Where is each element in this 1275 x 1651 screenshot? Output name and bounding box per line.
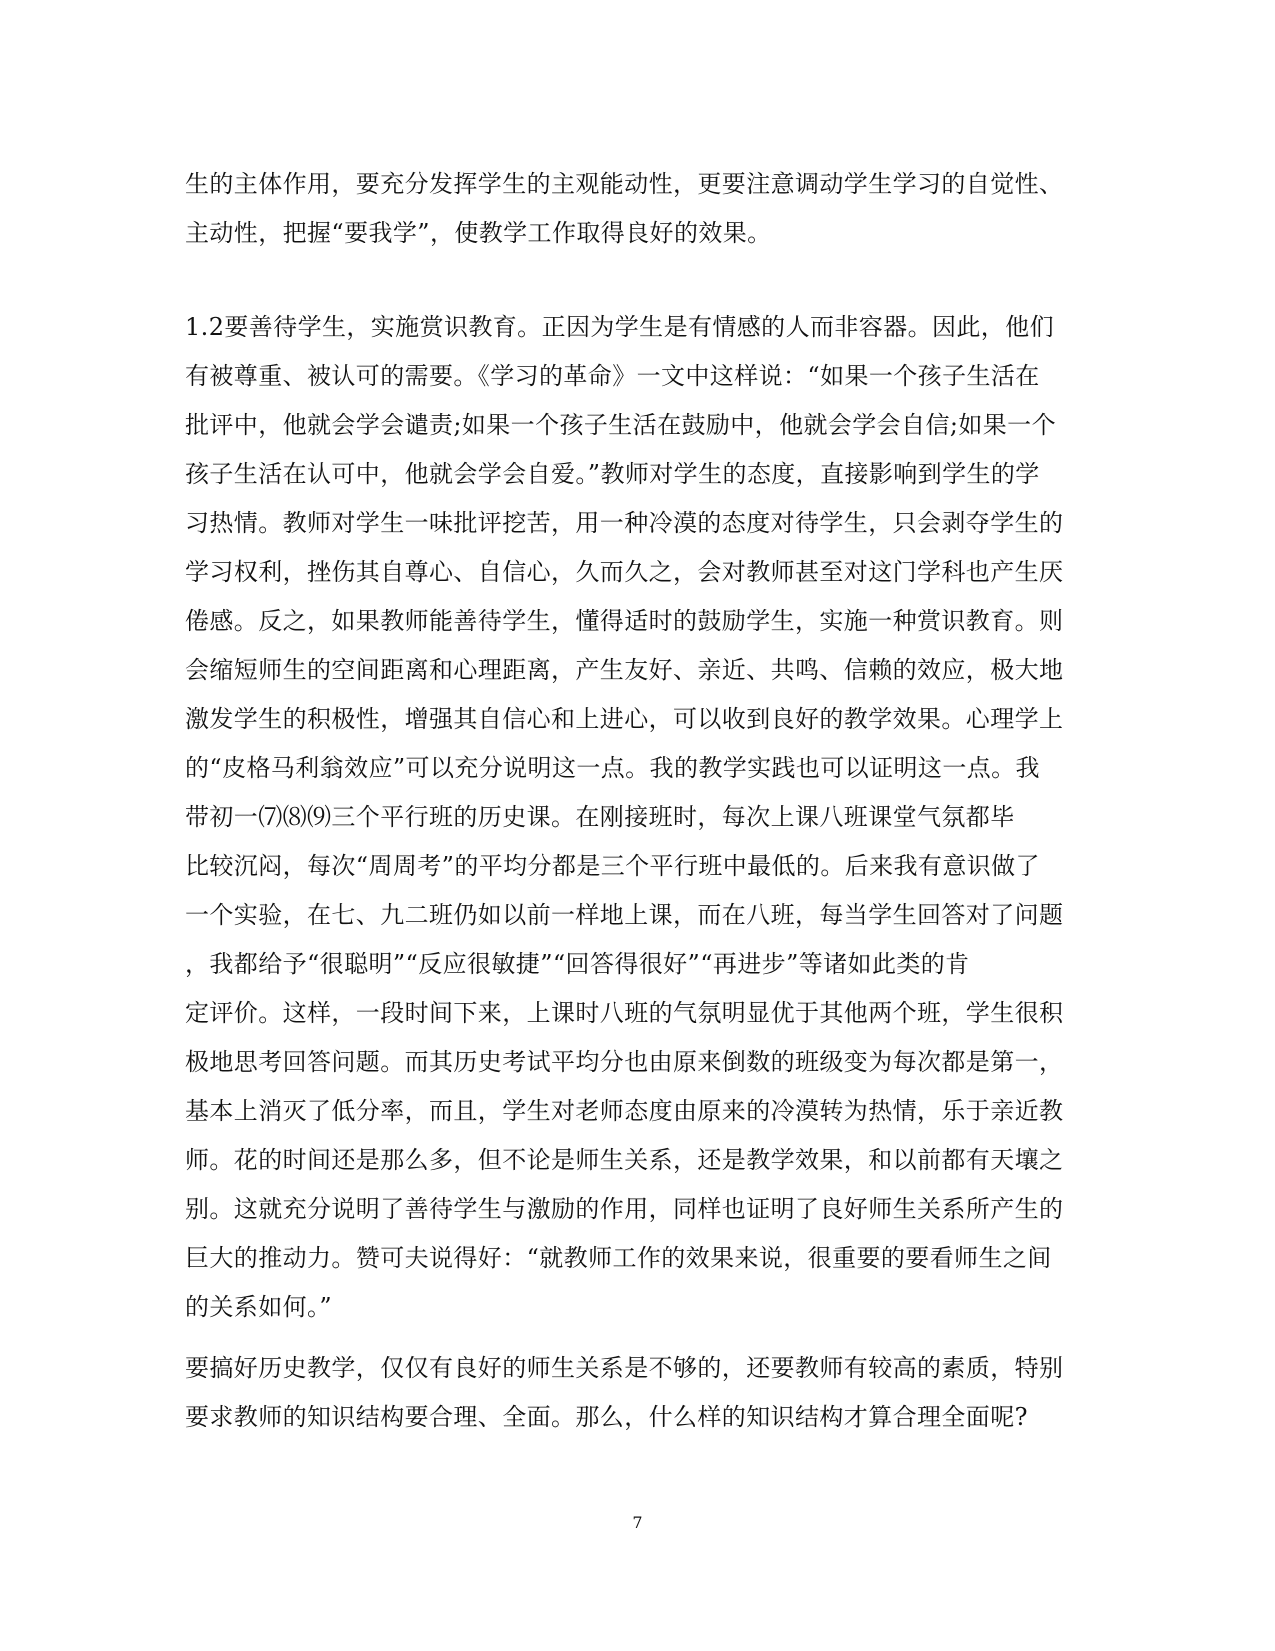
text-line: 习热情。教师对学生一味批评挖苦，用一种冷漠的态度对待学生，只会剥夺学生的: [185, 509, 1064, 537]
page-number: 7: [632, 1513, 643, 1532]
text-line: 批评中，他就会学会谴责;如果一个孩子生活在鼓励中，他就会学会自信;如果一个: [185, 411, 1056, 439]
text-line: 带初一⑺⑻⑼三个平行班的历史课。在刚接班时，每次上课八班课堂气氛都毕: [185, 803, 1015, 831]
text-line: 激发学生的积极性，增强其自信心和上进心，可以收到良好的教学效果。心理学上: [185, 705, 1064, 733]
text-line: 孩子生活在认可中，他就会学会自爱。”教师对学生的态度，直接影响到学生的学: [185, 460, 1040, 488]
text-line: 定评价。这样，一段时间下来，上课时八班的气氛明显优于其他两个班，学生很积: [185, 999, 1064, 1027]
text-line: 的关系如何。”: [185, 1293, 333, 1321]
text-line: 比较沉闷，每次“周周考”的平均分都是三个平行班中最低的。后来我有意识做了: [185, 852, 1040, 880]
text-line: 倦感。反之，如果教师能善待学生，懂得适时的鼓励学生，实施一种赏识教育。则: [185, 607, 1064, 635]
text-line: ，我都给予“很聪明”“反应很敏捷”“回答得很好”“再进步”等诸如此类的肯: [185, 950, 970, 978]
text-line: 别。这就充分说明了善待学生与激励的作用，同样也证明了良好师生关系所产生的: [185, 1195, 1064, 1223]
text-line: 极地思考回答问题。而其历史考试平均分也由原来倒数的班级变为每次都是第一，: [185, 1048, 1064, 1076]
paragraph-3: [185, 1344, 1090, 1442]
text-line: 生的主体作用，要充分发挥学生的主观能动性，更要注意调动学生学习的自觉性、: [185, 170, 1064, 198]
text-line: 有被尊重、被认可的需要。《学习的革命》一文中这样说：“如果一个孩子生活在: [185, 362, 1040, 390]
text-line: 要搞好历史教学，仅仅有良好的师生关系是不够的，还要教师有较高的素质，特别: [185, 1354, 1064, 1382]
text-line: 1.2要善待学生，实施赏识教育。正因为学生是有情感的人而非容器。因此，他们: [185, 313, 1054, 341]
text-line: 会缩短师生的空间距离和心理距离，产生友好、亲近、共鸣、信赖的效应，极大地: [185, 656, 1064, 684]
text-line: 一个实验，在七、九二班仍如以前一样地上课，而在八班，每当学生回答对了问题: [185, 901, 1064, 929]
text-line: 学习权利，挫伤其自尊心、自信心，久而久之，会对教师甚至对这门学科也产生厌: [185, 558, 1064, 586]
text-line: 基本上消灭了低分率，而且，学生对老师态度由原来的冷漠转为热情，乐于亲近教: [185, 1097, 1064, 1125]
text-line: 主动性，把握“要我学”，使教学工作取得良好的效果。: [185, 219, 772, 247]
text-line: 巨大的推动力。赞可夫说得好：“就教师工作的效果来说，很重要的要看师生之间: [185, 1244, 1052, 1272]
text-line: 要求教师的知识结构要合理、全面。那么，什么样的知识结构才算合理全面呢?: [185, 1403, 1028, 1431]
paragraph-1: [185, 160, 1090, 258]
paragraph-2: [185, 303, 1090, 1332]
text-line: 师。花的时间还是那么多，但不论是师生关系，还是教学效果，和以前都有天壤之: [185, 1146, 1064, 1174]
text-line: 的“皮格马利翁效应”可以充分说明这一点。我的教学实践也可以证明这一点。我: [185, 754, 1040, 782]
